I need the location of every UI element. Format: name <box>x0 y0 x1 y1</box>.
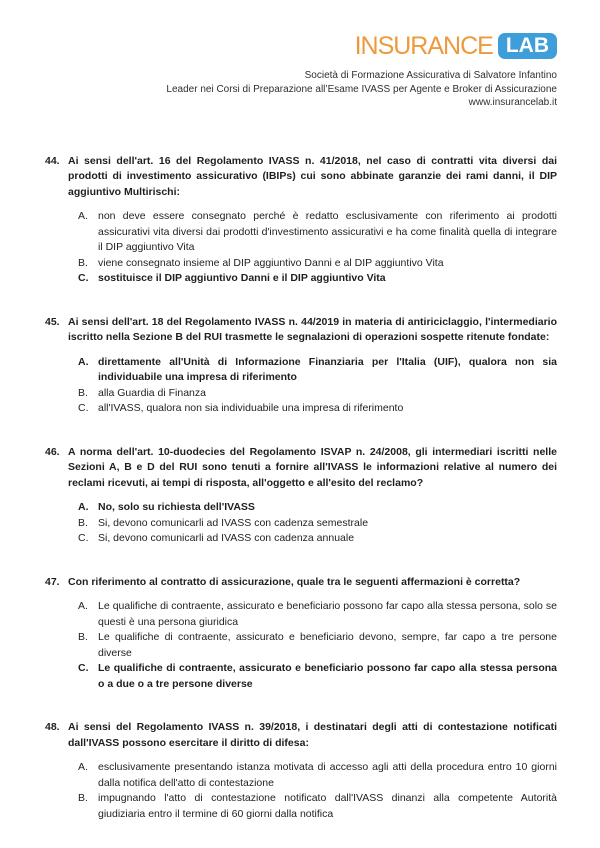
option-letter: B. <box>78 631 88 643</box>
answer-option <box>78 355 557 386</box>
answer-option <box>78 791 557 822</box>
option-text: Si, devono comunicarli ad IVASS con cadenza semestrale <box>98 516 369 529</box>
answer-option <box>78 599 557 630</box>
option-text: alla Guardia di Finanza <box>98 386 206 399</box>
tagline-leader: Leader nei Corsi di Preparazione all’Esame IVASS per Agente e Broker di Assicurazione <box>166 83 557 95</box>
option-text: Le qualifiche di contraente, assicurato e beneficiario possono far capo alla stessa persona o a due o a tre persone diverse <box>98 662 557 690</box>
answer-option <box>78 256 557 272</box>
answer-option <box>78 209 557 256</box>
option-text: direttamente all'Unità di Informazione Finanziaria per l'Italia (UIF), qualora non sia individuabile una impresa di riferimento <box>98 355 557 383</box>
logo-text-insurance: INSURANCE <box>354 31 493 60</box>
question <box>45 575 557 693</box>
option-letter: C. <box>78 532 89 544</box>
answer-options <box>78 500 557 547</box>
option-text: No, solo su richiesta dell'IVASS <box>98 501 255 513</box>
answer-option <box>78 630 557 661</box>
question-stem: Con riferimento al contratto di assicurazione, quale tra le seguenti affermazioni è corretta? <box>68 575 521 588</box>
option-text: Le qualifiche di contraente, assicurato e beneficiario devono, sempre, far capo a tre persone diverse <box>98 631 557 659</box>
answer-option <box>78 386 557 402</box>
tagline-company: Società di Formazione Assicurativa di Salvatore Infantino <box>304 70 557 81</box>
question-stem: Ai sensi del Regolamento IVASS n. 39/2018, i destinatari degli atti di contestazione notificati dall'IVASS possono esercitare il diritto di difesa: <box>68 721 557 749</box>
answer-options <box>78 209 557 287</box>
option-letter: B. <box>78 256 88 269</box>
option-text: viene consegnato insieme al DIP aggiuntivo Danni e al DIP aggiuntivo Vita <box>98 256 444 269</box>
option-text: sostituisce il DIP aggiuntivo Danni e il DIP aggiuntivo Vita <box>98 272 386 284</box>
answer-options <box>78 355 557 417</box>
answer-option <box>78 531 557 547</box>
option-text: esclusivamente presentando istanza motivata di accesso agli atti della procedura entro 10 giorni dalla notifica dell'atto di contestazione <box>98 761 557 789</box>
question-number: 45. <box>45 315 60 328</box>
option-text: Le qualifiche di contraente, assicurato e beneficiario possono far capo alla stessa persona, solo se questi è una persona giuridica <box>98 600 557 628</box>
question-number: 47. <box>45 575 60 588</box>
answer-option <box>78 661 557 692</box>
option-text: impugnando l'atto di contestazione notificato dall'IVASS dinanzi alla competente Autorità giudiziaria entro il termine di 60 giorni dalla notifica <box>98 792 557 820</box>
option-letter: A. <box>78 210 88 222</box>
option-letter: A. <box>78 761 88 773</box>
question-list <box>0 154 600 823</box>
question <box>45 445 557 547</box>
website-url: www.insurancelab.it <box>468 97 557 108</box>
answer-options <box>78 760 557 822</box>
option-letter: C. <box>78 272 89 284</box>
option-text: Si, devono comunicarli ad IVASS con cadenza annuale <box>98 532 355 544</box>
option-text: all'IVASS, qualora non sia individuabile una impresa di riferimento <box>98 402 404 414</box>
answer-option <box>78 500 557 516</box>
page-header <box>0 0 600 110</box>
option-letter: B. <box>78 386 88 399</box>
option-letter: C. <box>78 662 89 674</box>
answer-option <box>78 271 557 287</box>
question-body <box>68 154 557 287</box>
question-body <box>68 575 557 693</box>
option-letter: B. <box>78 516 88 529</box>
answer-option <box>78 760 557 791</box>
question-stem: A norma dell'art. 10-duodecies del Regolamento ISVAP n. 24/2008, gli intermediari iscritti nelle Sezioni A, B e D del RUI sono tenuti a fornire all'IVASS le informazioni relative al numero dei reclami ricevuti, ai tempi di risposta, all'oggetto e all'esito del reclamo? <box>68 445 557 489</box>
question-number: 46. <box>45 445 60 458</box>
option-letter: A. <box>78 355 89 368</box>
option-letter: A. <box>78 501 89 513</box>
answer-option <box>78 516 557 532</box>
question <box>45 720 557 822</box>
answer-option <box>78 401 557 417</box>
option-letter: C. <box>78 402 89 414</box>
question-number: 44. <box>45 154 60 167</box>
question-stem: Ai sensi dell'art. 16 del Regolamento IVASS n. 41/2018, nel caso di contratti vita diversi dai prodotti di investimento assicurativo (IBIPs) cui sono abbinate garanzie dei rami danni, il DIP aggiuntivo Multirischi: <box>68 154 557 198</box>
question <box>45 154 557 287</box>
logo-badge-lab: LAB <box>498 33 557 59</box>
question-body <box>68 315 557 417</box>
option-letter: B. <box>78 792 88 804</box>
option-letter: A. <box>78 600 88 612</box>
question-body <box>68 720 557 822</box>
question-number: 48. <box>45 721 60 733</box>
insurancelab-logo <box>45 30 557 62</box>
answer-options <box>78 599 557 692</box>
question-stem: Ai sensi dell'art. 18 del Regolamento IVASS n. 44/2019 in materia di antiriciclaggio, l'intermediario iscritto nella Sezione B del RUI trasmette le segnalazioni di operazioni sospette ritenute fondate: <box>68 315 557 343</box>
option-text: non deve essere consegnato perché è redatto esclusivamente con riferimento ai prodotti assicurativi vita diversi dai prodotti d'investimento assicurativi e ha come finalità quella di integrare il DIP aggiuntivo Vita <box>98 210 557 253</box>
question <box>45 315 557 417</box>
header-taglines <box>45 69 557 110</box>
question-body <box>68 445 557 547</box>
